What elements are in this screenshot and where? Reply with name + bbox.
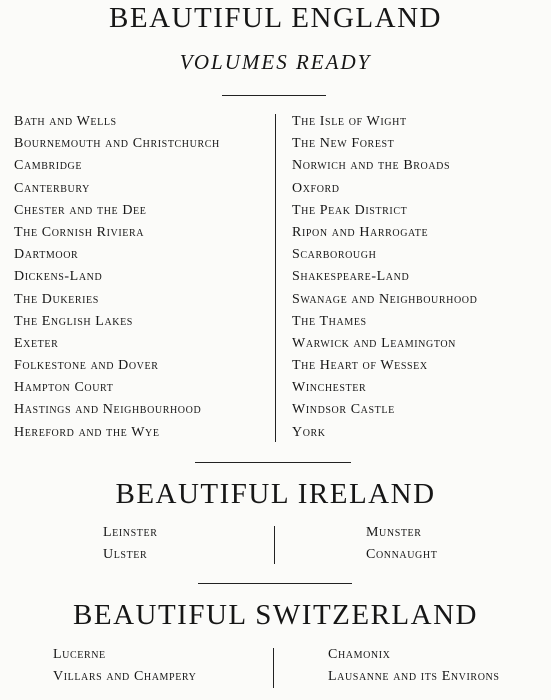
section-subtitle-volumes-ready: VOLUMES READY (179, 50, 372, 74)
volume-title: Lausanne and its Environs (328, 669, 500, 684)
england-volume-list-right (292, 111, 477, 444)
volume-title: Norwich and the Broads (292, 158, 451, 174)
divider-rule (198, 583, 352, 584)
volume-title: The Cornish Riviera (14, 224, 145, 240)
volume-title: Folkestone and Dover (14, 358, 159, 374)
volume-title: Swanage and Neighbourhood (292, 291, 478, 307)
section-title-ireland: BEAUTIFUL IRELAND (115, 478, 436, 510)
volume-title: Canterbury (14, 180, 90, 196)
ireland-volume-list-left (103, 522, 157, 566)
england-volume-list-left (14, 111, 220, 444)
volume-title: Shakespeare-Land (292, 269, 410, 285)
volume-title: Villars and Champery (53, 669, 197, 684)
volume-title: Bath and Wells (14, 114, 117, 129)
switzerland-volume-list-right (328, 644, 500, 688)
volume-title: Hastings and Neighbourhood (14, 402, 202, 418)
volume-title: Munster (366, 525, 422, 540)
section-title-england: BEAUTIFUL ENGLAND (109, 2, 442, 34)
section-title-switzerland: BEAUTIFUL SWITZERLAND (73, 599, 478, 631)
divider-rule (195, 462, 351, 463)
volume-title: The English Lakes (14, 313, 133, 329)
volume-title: Leinster (103, 525, 158, 540)
column-divider (273, 648, 274, 688)
volume-title: The Thames (292, 313, 367, 329)
volume-title: Warwick and Leamington (292, 335, 456, 351)
volume-title: York (292, 424, 326, 440)
volume-title: Chamonix (328, 647, 391, 662)
volume-title: Windsor Castle (292, 402, 395, 418)
volume-title: Winchester (292, 380, 367, 396)
volume-title: Lucerne (53, 647, 106, 662)
volume-title: Chester and the Dee (14, 202, 147, 218)
divider-rule (222, 95, 326, 96)
volume-title: Cambridge (14, 158, 83, 174)
volume-title: Ripon and Harrogate (292, 224, 429, 240)
switzerland-volume-list-left (53, 644, 196, 688)
volume-title: Dartmoor (14, 247, 79, 263)
ireland-volume-list-right (366, 522, 437, 566)
volume-title: Hampton Court (14, 380, 114, 396)
volume-title: Ulster (103, 547, 148, 562)
volume-title: Bournemouth and Christchurch (14, 136, 220, 152)
volume-title: The Heart of Wessex (292, 358, 428, 374)
volume-title: Hereford and the Wye (14, 424, 160, 440)
volume-title: Exeter (14, 335, 59, 351)
volume-title: Scarborough (292, 247, 377, 263)
volume-title: The Peak District (292, 202, 408, 218)
volume-title: The New Forest (292, 136, 395, 152)
volume-title: Dickens-Land (14, 269, 103, 285)
volume-title: The Dukeries (14, 291, 99, 307)
volume-title: Oxford (292, 180, 340, 196)
volume-title: Connaught (366, 547, 438, 562)
column-divider (275, 114, 276, 442)
volume-title: The Isle of Wight (292, 114, 407, 129)
column-divider (274, 526, 275, 564)
